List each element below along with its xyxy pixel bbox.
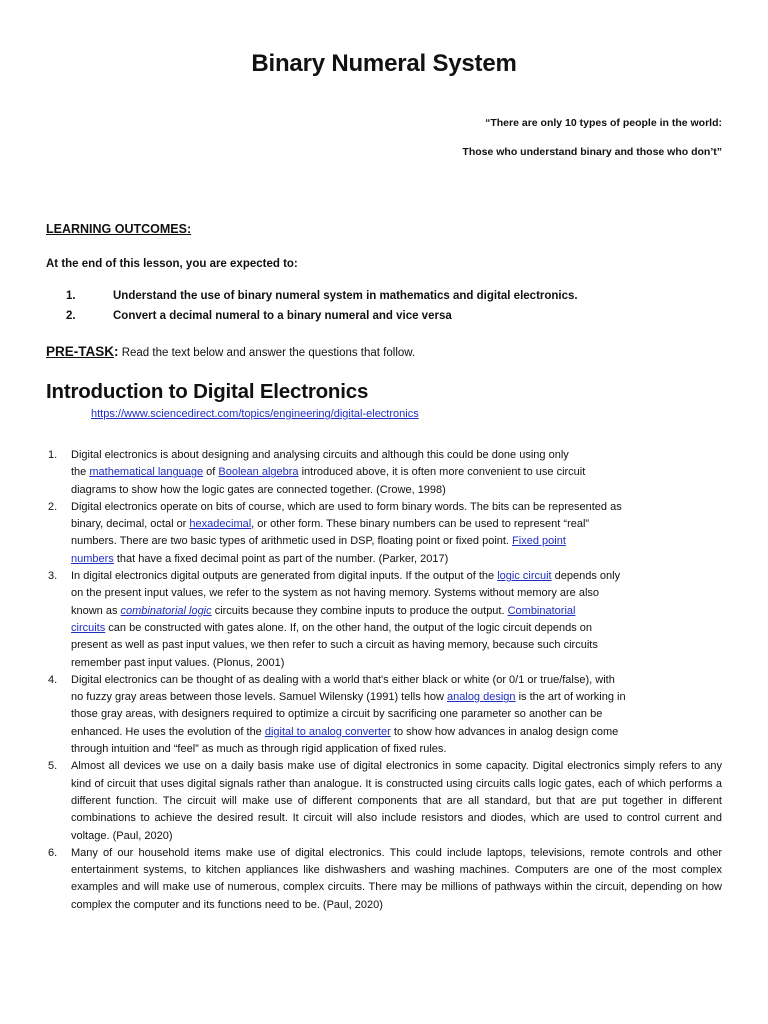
inline-link[interactable]: combinatorial logic bbox=[120, 604, 212, 617]
learning-outcomes-intro: At the end of this lesson, you are expected to: bbox=[46, 258, 298, 270]
paragraph-text: known as bbox=[71, 604, 121, 617]
quote-line-1: “There are only 10 types of people in the world: bbox=[485, 117, 722, 129]
paragraph-text: those gray areas, with designers required to optimize a circuit by sacrificing one parameter so another can be bbox=[71, 708, 603, 721]
paragraph-item bbox=[46, 845, 722, 914]
paragraph-text: Digital electronics is about designing and analysing circuits and although this could be done using only bbox=[71, 449, 569, 461]
paragraph-text: , or other form. These binary numbers can be used to represent “real” bbox=[251, 518, 590, 531]
paragraph-text: can be constructed with gates alone. If, on the other hand, the output of the logic circuit depends on bbox=[105, 621, 593, 634]
paragraph-text: present as well as past input values, we then refer to such a circuit as having memory, because such circuits bbox=[71, 639, 598, 652]
paragraph-text: of bbox=[203, 466, 219, 479]
inline-link[interactable]: mathematical language bbox=[89, 466, 204, 479]
inline-link[interactable]: circuits bbox=[71, 621, 106, 634]
paragraph-text: Many of our household items make use of digital electronics. This could include laptops, televisions, remote controls and other entertainment systems, to kitchen appliances like dishwashers and washing machines. Computers are one of the most complex examples and will make use of numerous, complex circuits. There may be millions of pathways within the circuit, depending on how complex the computer and its functions need to be. (Paul, 2020) bbox=[71, 846, 722, 911]
paragraph-number: 3. bbox=[48, 570, 58, 583]
paragraph-text: Digital electronics can be thought of as dealing with a world that's either black or white (or 0/1 or true/false), with bbox=[71, 673, 615, 686]
source-link[interactable]: https://www.sciencedirect.com/topics/engineering/digital-electronics bbox=[91, 408, 419, 420]
pretask-line bbox=[46, 343, 415, 361]
outcome-number: 2. bbox=[66, 310, 76, 322]
paragraph-text: depends only bbox=[551, 570, 621, 583]
paragraph-text: remember past input values. (Plonus, 2001) bbox=[71, 656, 285, 669]
paragraph-text: enhanced. He uses the evolution of the bbox=[71, 725, 265, 738]
inline-link[interactable]: Fixed point bbox=[512, 535, 566, 548]
learning-outcomes-heading: LEARNING OUTCOMES: bbox=[46, 222, 192, 236]
paragraph-number: 6. bbox=[48, 846, 58, 859]
paragraph-text: is the art of working in bbox=[515, 691, 626, 704]
paragraph-item bbox=[46, 568, 722, 672]
outcome-text: Convert a decimal numeral to a binary numeral and vice versa bbox=[113, 310, 452, 322]
page-title: Binary Numeral System bbox=[251, 50, 517, 77]
paragraph-text: In digital electronics digital outputs are generated from digital inputs. If the output of the bbox=[71, 570, 498, 583]
paragraph-item bbox=[46, 499, 722, 568]
inline-link[interactable]: analog design bbox=[447, 691, 516, 704]
paragraph-item bbox=[46, 447, 722, 499]
paragraph-number: 4. bbox=[48, 673, 58, 686]
pretask-label: PRE-TASK bbox=[46, 344, 115, 359]
outcome-text: Understand the use of binary numeral system in mathematics and digital electronics. bbox=[113, 290, 578, 302]
pretask-colon: : bbox=[114, 344, 119, 359]
section-heading: Introduction to Digital Electronics bbox=[46, 380, 369, 403]
numbered-paragraph-list bbox=[46, 447, 722, 914]
paragraph-item bbox=[46, 672, 722, 758]
paragraph-text: diagrams to show how the logic gates are connected together. (Crowe, 1998) bbox=[71, 483, 446, 496]
paragraph-item bbox=[46, 758, 722, 844]
pretask-text: Read the text below and answer the questions that follow. bbox=[118, 347, 416, 359]
paragraph-text: the bbox=[71, 466, 90, 479]
inline-link[interactable]: numbers bbox=[71, 552, 114, 565]
paragraph-text: circuits because they combine inputs to produce the output. bbox=[211, 604, 508, 617]
paragraph-text: Almost all devices we use on a daily basis make use of digital electronics in some capacity. Digital electronics simply refers to any kind of circuit that uses digital signals rather than analogue. It is constructed using circuits calls logic gates, each of which performs a different function. The circuit will make use of different components that are all standard, but that are put together in different combinations to achieve the desired result. It circuit will also include resistors and diodes, which are used to control current and voltage. (Paul, 2020) bbox=[71, 760, 722, 842]
paragraph-text: numbers. There are two basic types of arithmetic used in DSP, floating point or fixed point. bbox=[71, 535, 513, 548]
paragraph-text: no fuzzy gray areas between those levels. Samuel Wilensky (1991) tells how bbox=[71, 691, 448, 704]
paragraph-number: 1. bbox=[48, 449, 58, 461]
inline-link[interactable]: Boolean algebra bbox=[218, 466, 299, 479]
paragraph-text: to show how advances in analog design come bbox=[390, 725, 619, 738]
paragraph-text: Digital electronics operate on bits of course, which are used to form binary words. The bits can be represented as bbox=[71, 500, 622, 513]
inline-link[interactable]: digital to analog converter bbox=[264, 725, 391, 738]
paragraph-number: 5. bbox=[48, 760, 58, 773]
paragraph-text: introduced above, it is often more convenient to use circuit bbox=[298, 466, 586, 479]
inline-link[interactable]: logic circuit bbox=[497, 570, 552, 583]
paragraph-text: binary, decimal, octal or bbox=[71, 518, 190, 531]
outcome-number: 1. bbox=[66, 290, 76, 302]
inline-link[interactable]: Combinatorial bbox=[507, 604, 576, 617]
paragraph-number: 2. bbox=[48, 500, 58, 513]
paragraph-text: on the present input values, we refer to the system as not having memory. Systems without memory are also bbox=[71, 587, 600, 600]
paragraph-text: through intuition and “feel” as much as through rigid application of fixed rules. bbox=[71, 743, 447, 756]
paragraph-text: that have a fixed decimal point as part of the number. (Parker, 2017) bbox=[113, 552, 449, 565]
quote-line-2: Those who understand binary and those who don’t” bbox=[462, 146, 722, 158]
inline-link[interactable]: hexadecimal bbox=[189, 518, 252, 531]
